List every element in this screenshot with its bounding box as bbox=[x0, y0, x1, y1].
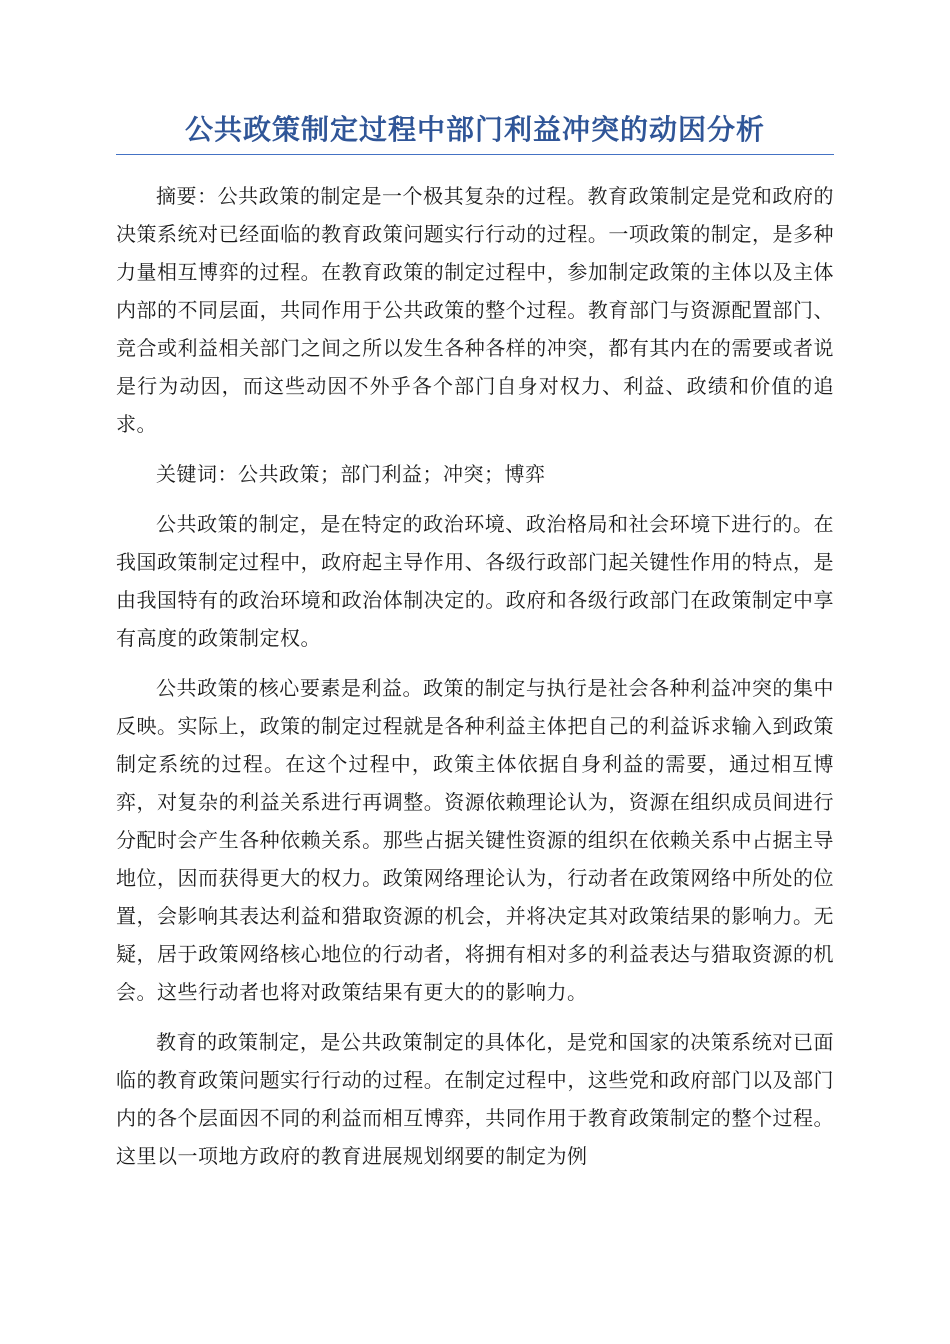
body-paragraph: 教育的政策制定，是公共政策制定的具体化，是党和国家的决策系统对已面临的教育政策问题实行行动的过程。在制定过程中，这些党和政府部门以及部门内的各个层面因不同的利益而相互博弈，共同作用于教育政策制定的整个过程。这里以一项地方政府的教育进展规划纲要的制定为例 bbox=[116, 1030, 834, 1168]
abstract-paragraph: 摘要：公共政策的制定是一个极其复杂的过程。教育政策制定是党和政府的决策系统对已经面临的教育政策问题实行行动的过程。一项政策的制定，是多种力量相互博弈的过程。在教育政策的制定过程中，参加制定政策的主体以及主体内部的不同层面，共同作用于公共政策的整个过程。教育部门与资源配置部门、竞合或利益相关部门之间之所以发生各种各样的冲突，都有其内在的需要或者说是行为动因，而这些动因不外乎各个部门自身对权力、利益、政绩和价值的追求。 bbox=[116, 184, 834, 436]
body-paragraph: 公共政策的制定，是在特定的政治环境、政治格局和社会环境下进行的。在我国政策制定过程中，政府起主导作用、各级行政部门起关键性作用的特点，是由我国特有的政治环境和政治体制决定的。政府和各级行政部门在政策制定中享有高度的政策制定权。 bbox=[116, 512, 834, 650]
body-paragraph: 公共政策的核心要素是利益。政策的制定与执行是社会各种利益冲突的集中反映。实际上，政策的制定过程就是各种利益主体把自己的利益诉求输入到政策制定系统的过程。在这个过程中，政策主体依据自身利益的需要，通过相互博弈，对复杂的利益关系进行再调整。资源依赖理论认为，资源在组织成员间进行分配时会产生各种依赖关系。那些占据关键性资源的组织在依赖关系中占据主导地位，因而获得更大的权力。政策网络理论认为，行动者在政策网络中所处的位置，会影响其表达利益和猎取资源的机会，并将决定其对政策结果的影响力。无疑，居于政策网络核心地位的行动者，将拥有相对多的利益表达与猎取资源的机会。这些行动者也将对政策结果有更大的的影响力。 bbox=[116, 676, 834, 1004]
document-title: 公共政策制定过程中部门利益冲突的动因分析 bbox=[184, 113, 765, 146]
title-underline bbox=[116, 154, 834, 155]
keywords-paragraph: 关键词：公共政策；部门利益；冲突；博弈 bbox=[156, 462, 546, 486]
document-page bbox=[116, 110, 834, 1187]
